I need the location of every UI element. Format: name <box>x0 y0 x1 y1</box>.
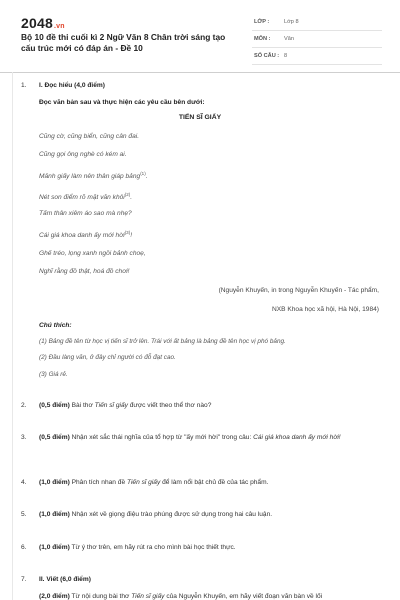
left-margin-rule <box>12 72 13 600</box>
footnote-ref: (3) <box>124 230 131 235</box>
footnote: (3) Giá rẻ. <box>39 371 68 378</box>
poem-line: Mảnh giấy làm nên thân giáp bảng$^{(1)}$. <box>39 171 148 181</box>
site-logo[interactable] <box>21 15 65 31</box>
poem-line: Cũng gọi ông nghè có kém ai. <box>39 151 127 158</box>
poem-line: Cũng cờ, cũng biển, cũng cân đai. <box>39 133 140 140</box>
section-heading: II. Viết (6,0 điểm) <box>39 576 91 583</box>
footnote-ref: (1) <box>140 171 146 176</box>
logo-tld: .vn <box>53 23 65 30</box>
logo-main: 2048 <box>21 15 53 31</box>
meta-row-class <box>252 14 382 31</box>
question-number: 2. <box>21 402 27 409</box>
meta-value: Lớp 8 <box>284 19 299 25</box>
meta-key: LỚP : <box>254 19 270 25</box>
section-heading: I. Đọc hiểu (4,0 điểm) <box>39 82 105 89</box>
meta-key: MÔN : <box>254 36 271 42</box>
question-number: 5. <box>21 511 27 518</box>
question-text: (1,0 điểm) Phân tích nhan đề Tiến sĩ giấy để làm nổi bật chủ đề của tác phẩm. <box>39 479 269 486</box>
footnote: (2) Đầu làng văn, ở đây chỉ người có đỗ đạt cao. <box>39 354 176 361</box>
question-text: (0,5 điểm) Nhận xét sắc thái nghĩa của tổ hợp từ "ấy mới hời" trong câu: Cái giá khoa danh ấy mới hời! <box>39 434 341 441</box>
question-number: 7. <box>21 576 27 583</box>
poem-line: Ghế tréo, lọng xanh ngồi bảnh choẹ, <box>39 250 146 257</box>
question-number: 1. <box>21 82 27 89</box>
exam-title: Bộ 10 đề thi cuối kì 2 Ngữ Văn 8 Chân trời sáng tạo cấu trúc mới có đáp án - Đề 10 <box>21 32 226 53</box>
page-header <box>0 0 400 73</box>
question-text: (1,0 điểm) Từ ý thơ trên, em hãy rút ra cho mình bài học thiết thực. <box>39 544 236 551</box>
poem-title: TIẾN SĨ GIẤY <box>178 114 222 121</box>
source-citation: NXB Khoa học xã hội, Hà Nội, 1984) <box>271 306 379 313</box>
source-citation: (Nguyễn Khuyến, in trong Nguyễn Khuyến - Tác phẩm, <box>218 287 379 294</box>
footnote-ref: (2) <box>124 192 131 197</box>
meta-value: 8 <box>284 53 288 59</box>
question-text: (0,5 điểm) Bài thơ Tiến sĩ giấy được viết theo thể thơ nào? <box>39 402 212 409</box>
footnote: (1) Bảng đề tên từ học vị tiến sĩ trở lên. Trái với ất bảng là bảng đề tên học vị phó bảng. <box>39 338 286 345</box>
meta-row-subject <box>252 31 382 48</box>
meta-key: SỐ CÂU : <box>254 53 280 59</box>
poem-line: Nét son điểm rõ mặt văn khôi$^{(2)}$. <box>39 192 133 202</box>
instruction: Đọc văn bản sau và thực hiện các yêu cầu bên dưới: <box>39 99 205 106</box>
question-text: (1,0 điểm) Nhận xét về giọng điệu trào phúng được sử dụng trong hai câu luận. <box>39 511 273 518</box>
question-text: (2,0 điểm) Từ nội dung bài thơ Tiến sĩ giấy của Nguyễn Khuyến, em hãy viết đoạn văn bàn về lối <box>39 593 323 600</box>
meta-row-count <box>252 48 382 65</box>
meta-value: Văn <box>284 36 294 42</box>
question-number: 6. <box>21 544 27 551</box>
poem-line: Tấm thân xiêm áo sao mà nhẹ? <box>39 210 132 217</box>
poem-line: Nghĩ rằng đồ thật, hoá đồ chơi! <box>39 268 130 275</box>
notes-heading: Chú thích: <box>39 322 72 329</box>
question-number: 4. <box>21 479 27 486</box>
question-number: 3. <box>21 434 27 441</box>
poem-line: Cái giá khoa danh ấy mới hời$^{(3)}$! <box>39 230 133 240</box>
exam-meta-table <box>252 14 382 65</box>
